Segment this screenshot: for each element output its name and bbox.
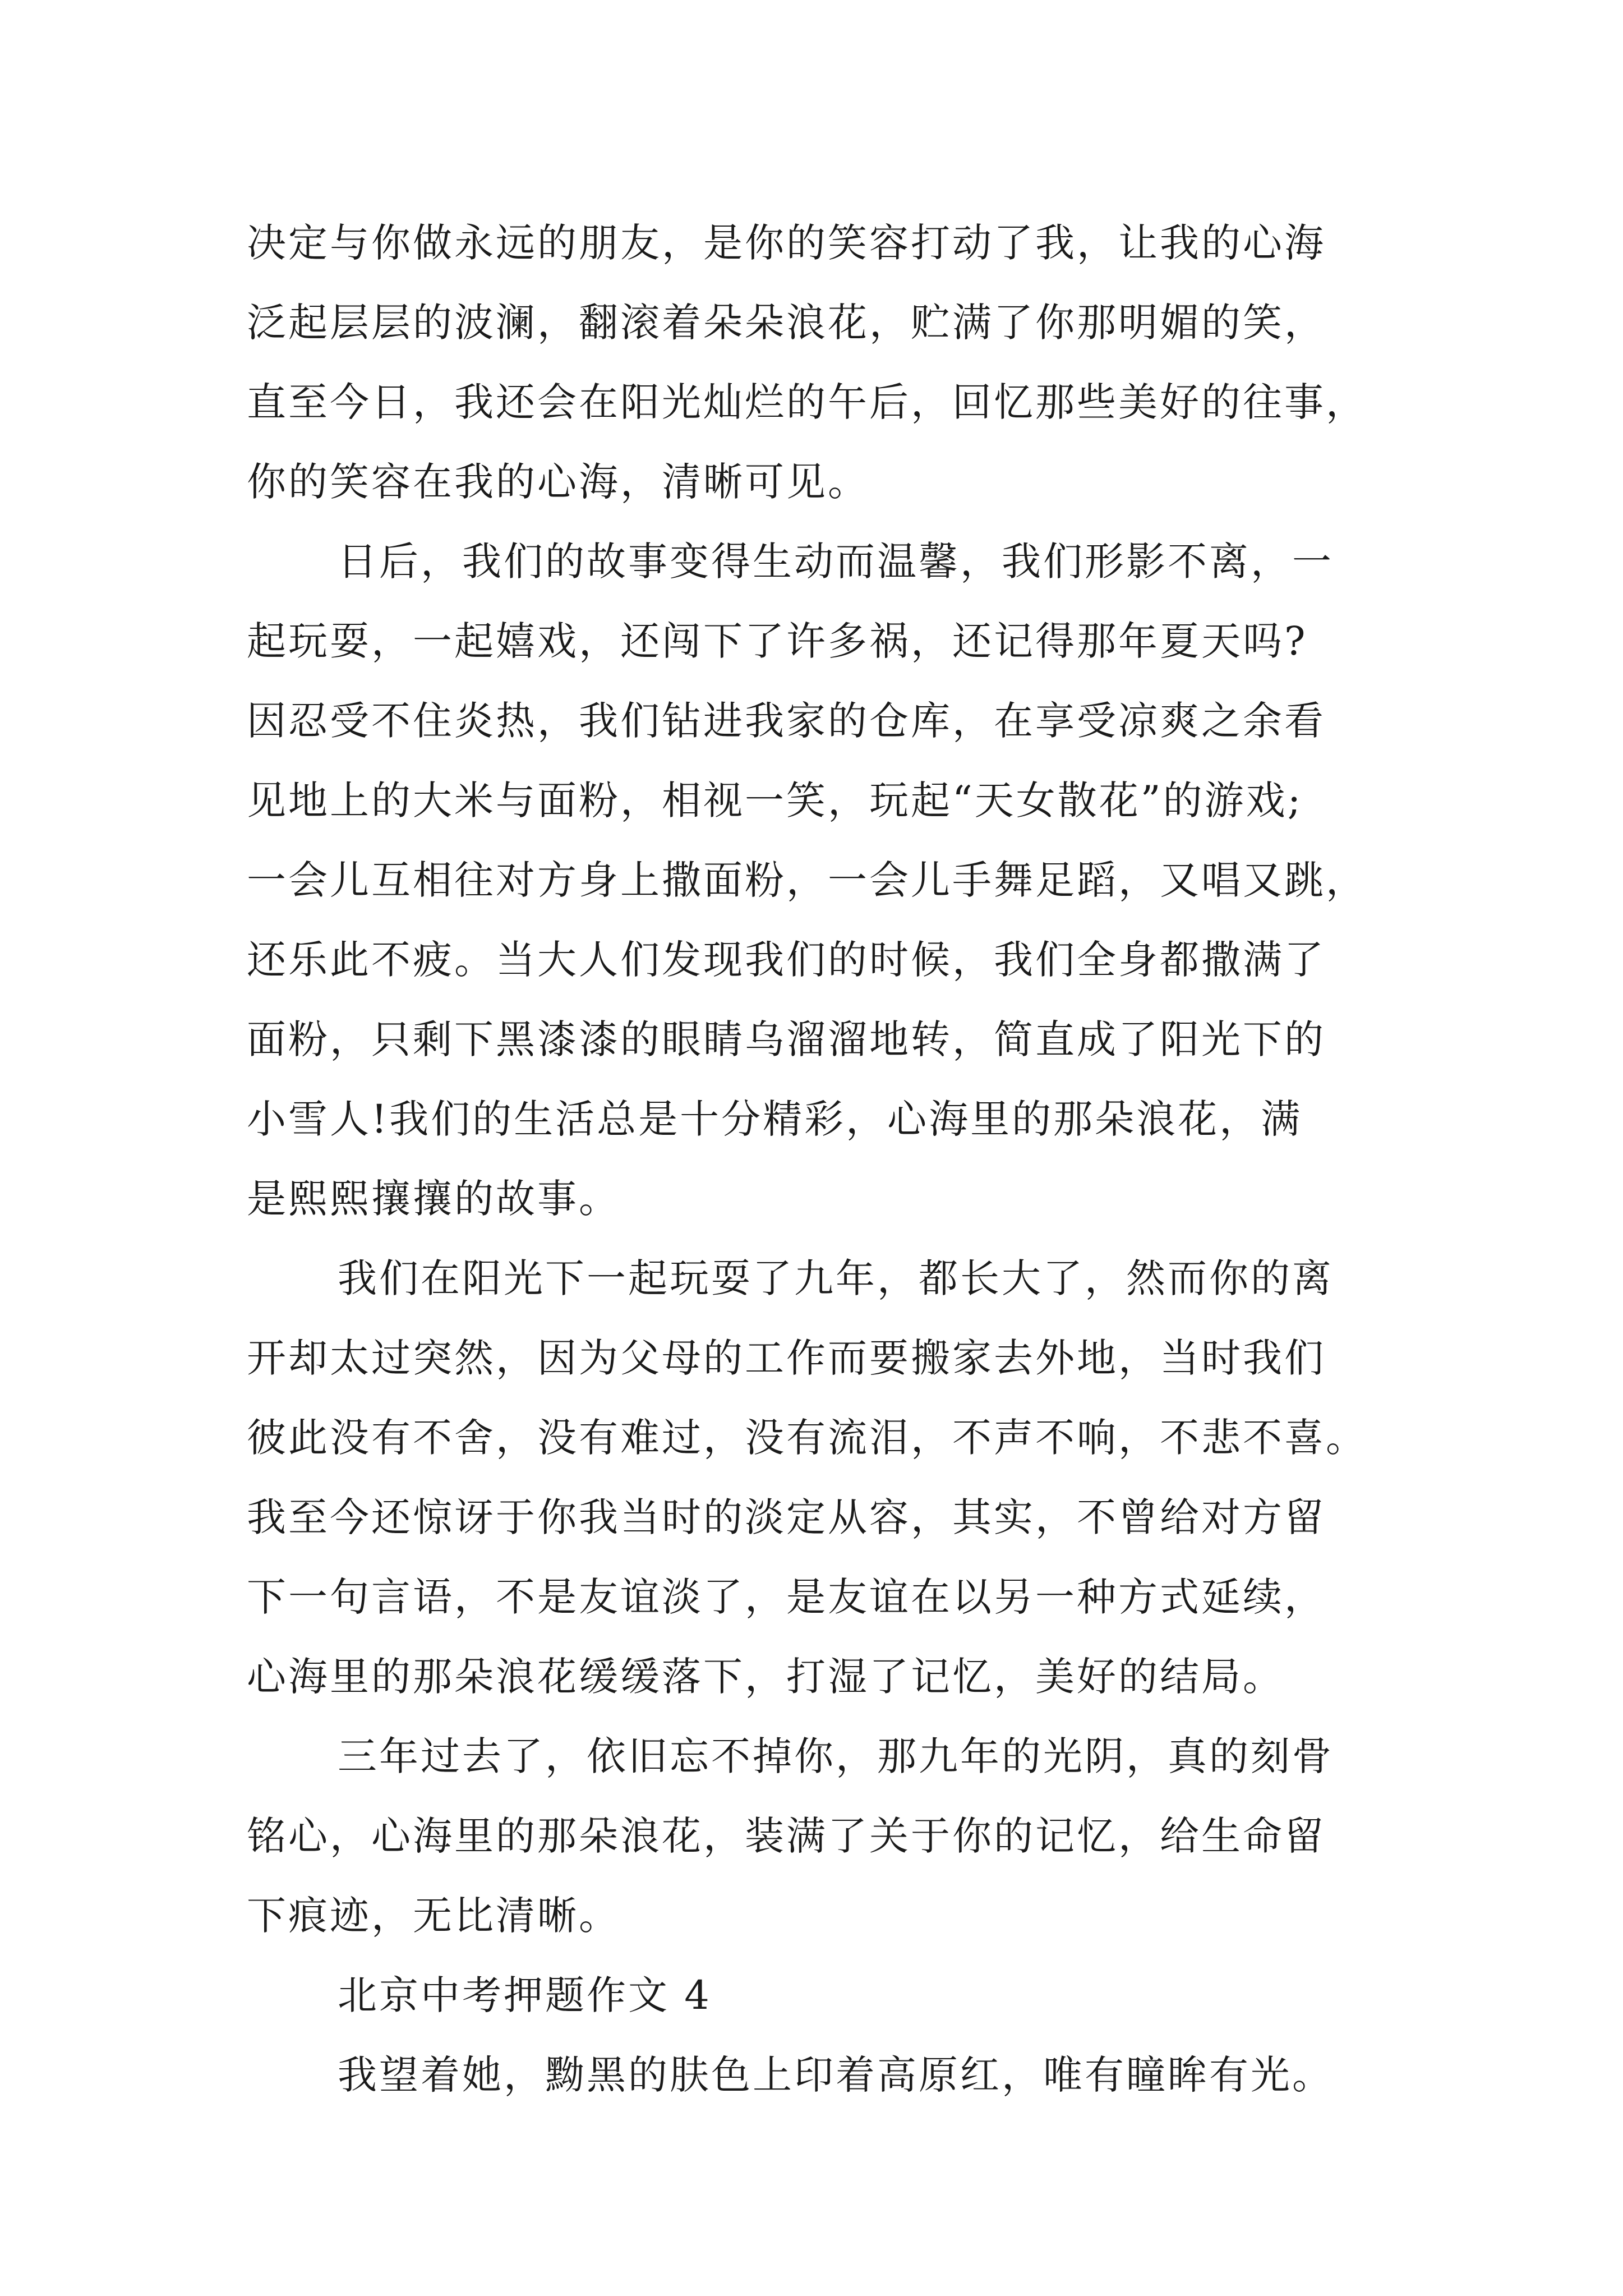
text-line: 我们在阳光下一起玩耍了九年，都长大了，然而你的离 bbox=[338, 1255, 1334, 1301]
text-line: 泛起层层的波澜，翻滚着朵朵浪花，贮满了你那明媚的笑， bbox=[247, 300, 1326, 346]
text-line: 心海里的那朵浪花缓缓落下，打湿了记忆，美好的结局。 bbox=[247, 1654, 1284, 1700]
text-line: 下一句言语，不是友谊淡了，是友谊在以另一种方式延续， bbox=[247, 1574, 1326, 1620]
text-line: 三年过去了，依旧忘不掉你，那九年的光阴，真的刻骨 bbox=[338, 1733, 1334, 1779]
text-line: 彼此没有不舍，没有难过，没有流泪，不声不响，不悲不喜。 bbox=[247, 1415, 1367, 1461]
text-line: 是熙熙攘攘的故事。 bbox=[247, 1176, 620, 1222]
text-line: 起玩耍，一起嬉戏，还闯下了许多祸，还记得那年夏天吗? bbox=[247, 618, 1308, 664]
text-line: 铭心，心海里的那朵浪花，装满了关于你的记忆，给生命留 bbox=[247, 1813, 1326, 1859]
text-line: 还乐此不疲。当大人们发现我们的时候，我们全身都撒满了 bbox=[247, 937, 1326, 983]
text-line: 我望着她，黝黑的肤色上印着高原红，唯有瞳眸有光。 bbox=[338, 2052, 1334, 2098]
text-line: 日后，我们的故事变得生动而温馨，我们形影不离，一 bbox=[338, 539, 1334, 585]
text-line: 我至今还惊讶于你我当时的淡定从容，其实，不曾给对方留 bbox=[247, 1494, 1326, 1540]
text-line: 一会儿互相往对方身上撒面粉，一会儿手舞足蹈，又唱又跳， bbox=[247, 857, 1367, 903]
text-line: 开却太过突然，因为父母的工作而要搬家去外地，当时我们 bbox=[247, 1335, 1326, 1381]
text-line: 面粉，只剩下黑漆漆的眼睛乌溜溜地转，简直成了阳光下的 bbox=[247, 1016, 1326, 1062]
text-line: 直至今日，我还会在阳光灿烂的午后，回忆那些美好的往事， bbox=[247, 379, 1367, 425]
document-body bbox=[247, 203, 1413, 2115]
text-line: 因忍受不住炎热，我们钻进我家的仓库，在享受凉爽之余看 bbox=[247, 698, 1326, 744]
text-line: 北京中考押题作文 4 bbox=[338, 1972, 712, 2018]
text-line: 决定与你做永远的朋友，是你的笑容打动了我，让我的心海 bbox=[247, 220, 1326, 266]
text-line: 下痕迹，无比清晰。 bbox=[247, 1893, 620, 1939]
text-line: 你的笑容在我的心海，清晰可见。 bbox=[247, 459, 869, 505]
text-line: 小雪人!我们的生活总是十分精彩，心海里的那朵浪花，满 bbox=[247, 1096, 1303, 1142]
text-line: 见地上的大米与面粉，相视一笑，玩起“天女散花”的游戏; bbox=[247, 777, 1303, 823]
